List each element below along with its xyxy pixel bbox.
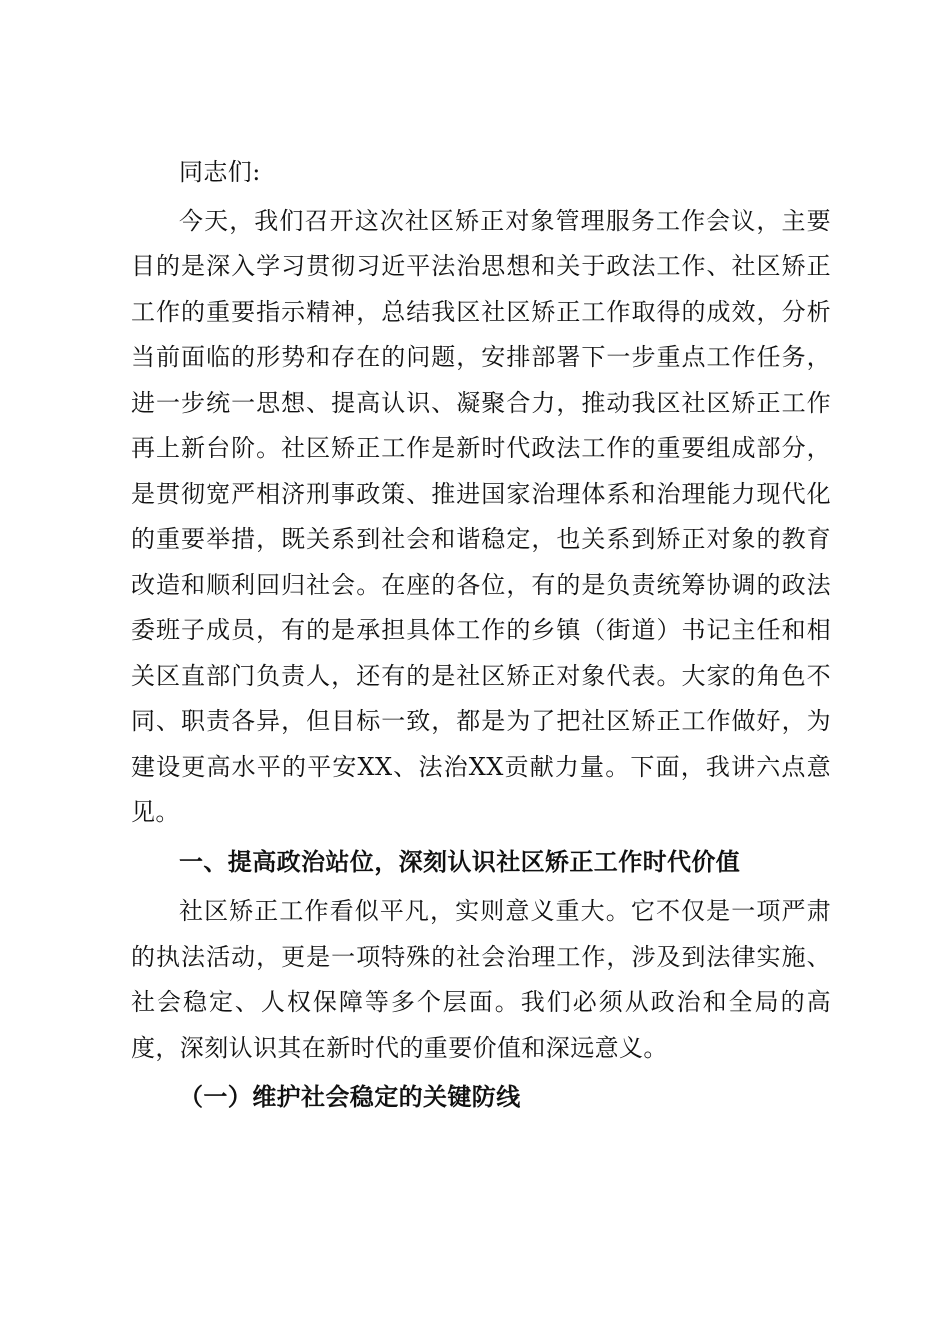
section-heading-1: 一、提高政治站位，深刻认识社区矫正工作时代价值 <box>179 847 741 876</box>
salutation: 同志们: <box>179 158 261 186</box>
subsection-heading-1: （一）维护社会稳定的关键防线 <box>179 1083 521 1111</box>
intro-paragraph: 今天，我们召开这次社区矫正对象管理服务工作会议，主要目的是深入学习贯彻习近平法治思想和关于政法工作、社区矫正工作的重要指示精神，总结我区社区矫正工作取得的成效，分析当前面临的形势和存在的问题，安排部署下一步重点工作任务，进一步统一思想、提高认识、凝聚合力，推动我区社区矫正工作再上新台阶。社区矫正工作是新时代政法工作的重要组成部分，是贯彻宽严相济刑事政策、推进国家治理体系和治理能力现代化的重要举措，既关系到社会和谐稳定，也关系到矫正对象的教育改造和顺利回归社会。在座的各位，有的是负责统筹协调的政法委班子成员，有的是承担具体工作的乡镇（街道）书记主任和相关区直部门负责人，还有的是社区矫正对象代表。大家的角色不同、职责各异，但目标一致，都是为了把社区矫正工作做好，为建设更高水平的平安XX、法治XX贡献力量。下面，我讲六点意见。 <box>131 206 831 826</box>
document-body <box>131 150 831 1121</box>
section-1-paragraph: 社区矫正工作看似平凡，实则意义重大。它不仅是一项严肃的执法活动，更是一项特殊的社会治理工作，涉及到法律实施、社会稳定、人权保障等多个层面。我们必须从政治和全局的高度，深刻认识其在新时代的重要价值和深远意义。 <box>131 897 831 1062</box>
